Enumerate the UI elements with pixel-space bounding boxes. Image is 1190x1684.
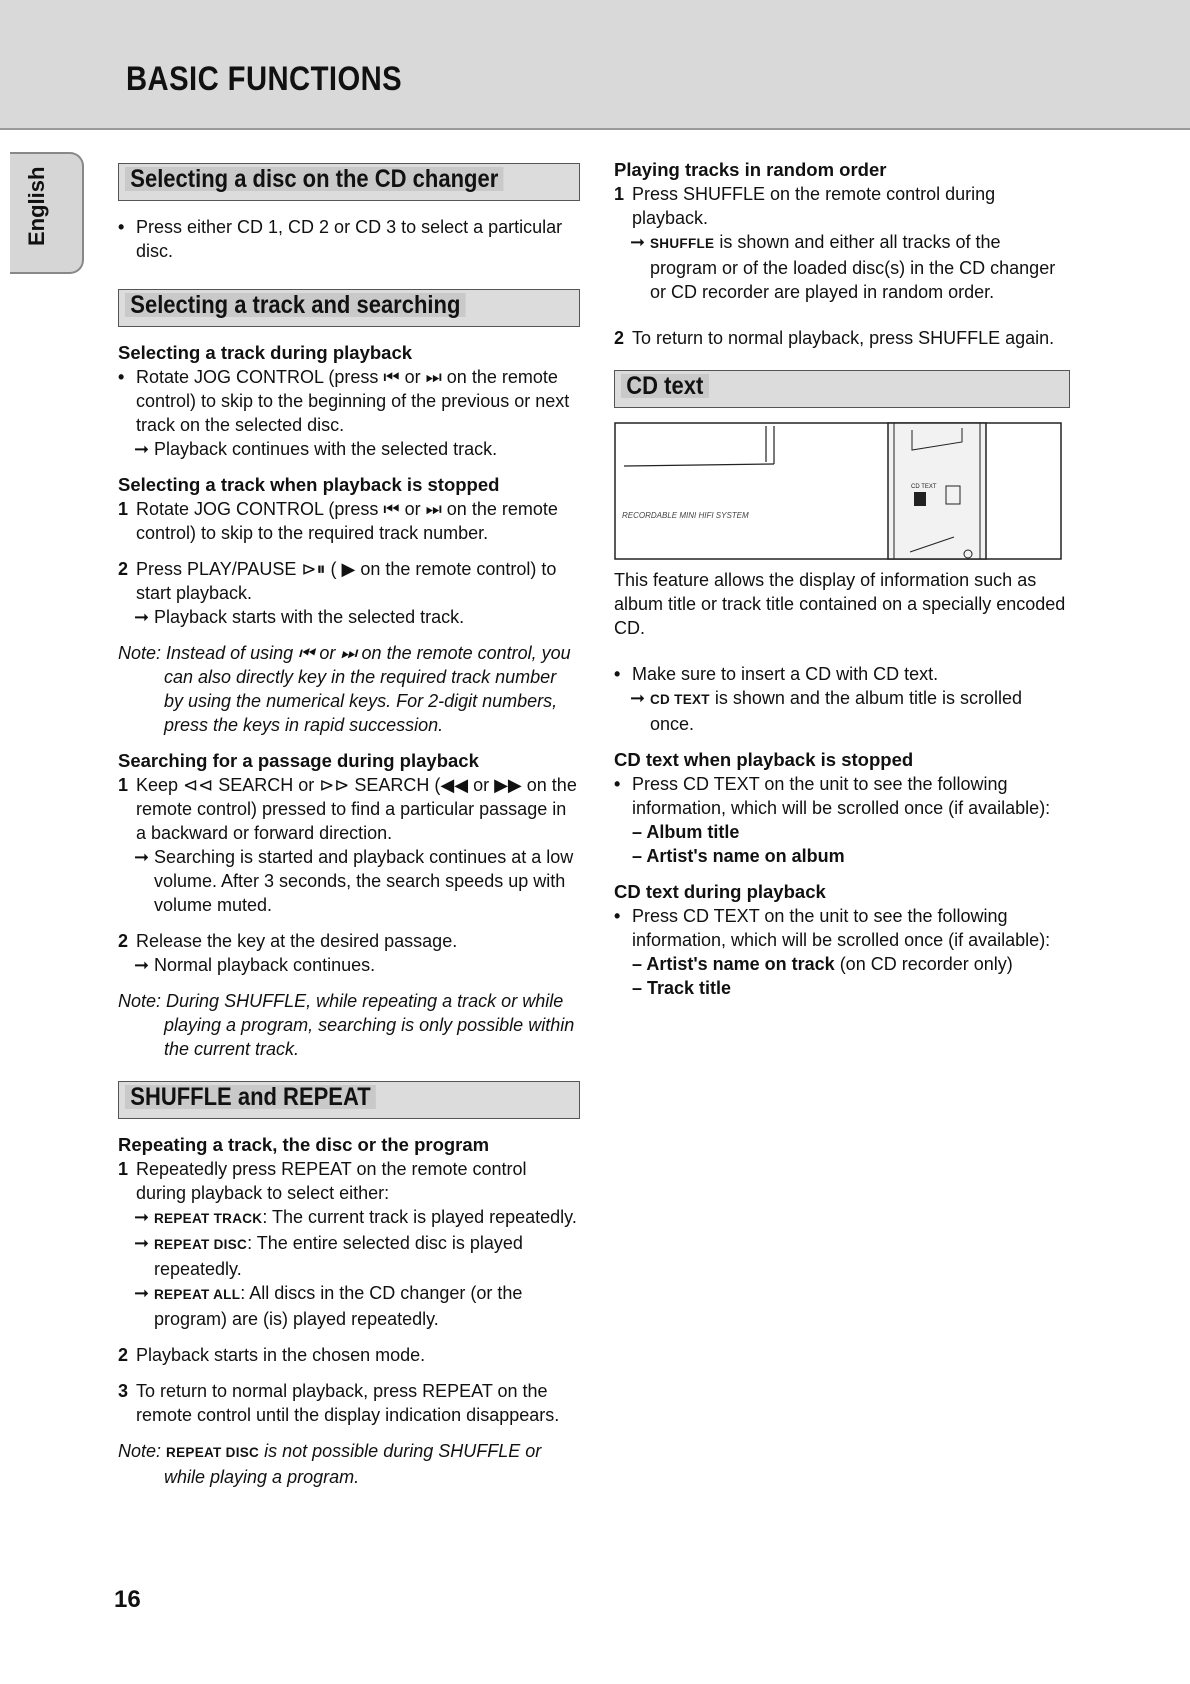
item-artist-track: – Artist's name on track (on CD recorder only) xyxy=(632,954,1013,974)
left-column xyxy=(118,163,580,1489)
item-artist-album: – Artist's name on album xyxy=(632,846,845,866)
step-1-search: 1 Keep ⊲⊲ SEARCH or ⊳⊳ SEARCH (◀◀ or ▶▶ on the remote control) pressed to find a particular passage in a backward or forward direction. xyxy=(118,775,577,843)
subheading-during-playback: Selecting a track during playback xyxy=(118,342,413,363)
step-2-release: 2 Release the key at the desired passage. xyxy=(118,931,458,951)
subheading-when-stopped: Selecting a track when playback is stopped xyxy=(118,474,500,495)
section-header-disc: Selecting a disc on the CD changer xyxy=(118,163,580,201)
note-repeat-disc: Note: REPEAT DISC is not possible during SHUFFLE or while playing a program. xyxy=(118,1441,542,1487)
bullet-select-disc: • Press either CD 1, CD 2 or CD 3 to select a particular disc. xyxy=(118,217,563,261)
page-title: BASIC FUNCTIONS xyxy=(126,60,403,98)
step-1-jog: 1 Rotate JOG CONTROL (press ⏮ or ⏭ on the remote control) to skip to the required track number. xyxy=(118,499,558,543)
svg-text:CD TEXT: CD TEXT xyxy=(911,484,937,490)
right-column xyxy=(614,158,1070,1000)
subheading-repeat: Repeating a track, the disc or the program xyxy=(118,1134,490,1155)
subheading-searching: Searching for a passage during playback xyxy=(118,750,479,771)
note-shuffle-search: Note: During SHUFFLE, while repeating a track or while playing a program, searching is only possible within the current track. xyxy=(118,991,575,1059)
cdtext-intro: This feature allows the display of information such as album title or track title contained on a specially encoded CD. xyxy=(614,570,1066,638)
item-track-title: – Track title xyxy=(632,978,732,998)
language-label: English xyxy=(24,166,49,246)
subheading-cdtext-stopped: CD text when playback is stopped xyxy=(614,749,914,770)
step-2-mode: 2 Playback starts in the chosen mode. xyxy=(118,1345,426,1365)
result-searching: ➞ Searching is started and playback continues at a low volume. After 3 seconds, the search speeds up with volume muted. xyxy=(134,847,574,915)
page-number: 16 xyxy=(114,1586,141,1613)
result-cdtext-shown: ➞ CD TEXT is shown and the album title is scrolled once. xyxy=(630,688,1023,734)
bullet-jog-during: • Rotate JOG CONTROL (press ⏮ or ⏭ on the remote control) to skip to the beginning of the previous or next track on the selected disc. xyxy=(118,367,570,435)
result-repeat-disc: ➞ REPEAT DISC: The entire selected disc is played repeatedly. xyxy=(134,1233,523,1279)
bullet-cdtext-playing: • Press CD TEXT on the unit to see the following information, which will be scrolled once (if available): xyxy=(614,906,1051,950)
svg-text:RECORDABLE MINI HIFI SYSTEM: RECORDABLE MINI HIFI SYSTEM xyxy=(622,511,749,520)
result-shuffle: ➞ SHUFFLE is shown and either all tracks of the program or of the loaded disc(s) in the CD changer or CD recorder are played in random order. xyxy=(630,232,1056,302)
result-repeat-all: ➞ REPEAT ALL: All discs in the CD changer (or the program) are (is) played repeatedly. xyxy=(134,1283,523,1329)
result-normal-playback: ➞ Normal playback continues. xyxy=(134,955,376,975)
result-repeat-track: ➞ REPEAT TRACK: The current track is played repeatedly. xyxy=(134,1207,577,1227)
device-drawing xyxy=(614,422,1062,560)
bullet-cdtext-stopped: • Press CD TEXT on the unit to see the following information, which will be scrolled once (if available): xyxy=(614,774,1051,818)
section-header-shuffle: SHUFFLE and REPEAT xyxy=(118,1081,580,1119)
subheading-cdtext-playing: CD text during playback xyxy=(614,881,826,902)
result-playback-starts: ➞ Playback starts with the selected track. xyxy=(134,607,465,627)
step-2-shuffle-again: 2 To return to normal playback, press SHUFFLE again. xyxy=(614,328,1055,348)
subheading-random: Playing tracks in random order xyxy=(614,159,887,180)
step-3-return: 3 To return to normal playback, press REPEAT on the remote control until the display indication disappears. xyxy=(118,1381,560,1425)
step-1-shuffle: 1 Press SHUFFLE on the remote control during playback. xyxy=(614,184,996,228)
bullet-insert-cd: • Make sure to insert a CD with CD text. xyxy=(614,664,939,684)
note-numeric-keys: Note: Instead of using ⏮ or ⏭ on the remote control, you can also directly key in the required track number by using the numerical keys. For 2-digit numbers, press the keys in rapid succession. xyxy=(118,643,571,735)
section-header-cdtext: CD text xyxy=(614,370,1070,408)
result-playback-continues: ➞ Playback continues with the selected track. xyxy=(134,439,498,459)
step-2-play: 2 Press PLAY/PAUSE ⊳⏸ ( ▶ on the remote control) to start playback. xyxy=(118,559,557,603)
section-header-track: Selecting a track and searching xyxy=(118,289,580,327)
item-album-title: – Album title xyxy=(632,822,740,842)
device-illustration xyxy=(614,422,1062,560)
step-1-repeat: 1 Repeatedly press REPEAT on the remote control during playback to select either: xyxy=(118,1159,527,1203)
